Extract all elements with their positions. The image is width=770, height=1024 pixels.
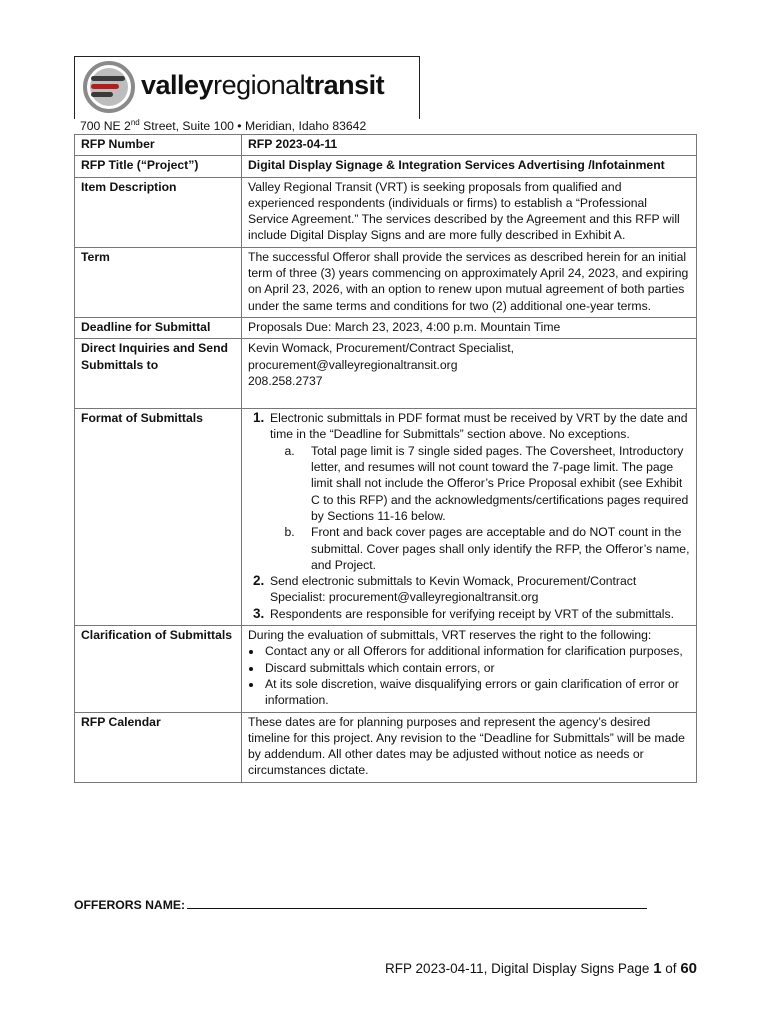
clarification-label: Clarification of Submittals bbox=[75, 626, 242, 712]
rfp-title-label: RFP Title (“Project”) bbox=[75, 156, 242, 177]
clarification-intro: During the evaluation of submittals, VRT reserves the right to the following: bbox=[248, 628, 652, 643]
table-row bbox=[75, 135, 697, 156]
table-row bbox=[75, 626, 697, 712]
contact-phone: 208.258.2737 bbox=[248, 373, 323, 388]
list-item: • Discard submittals which contain errors, or bbox=[263, 660, 691, 676]
table-row bbox=[75, 339, 697, 409]
rfp-number-value: RFP 2023-04-11 bbox=[242, 135, 697, 156]
term-label: Term bbox=[75, 247, 242, 317]
list-item: 1. Electronic submittals in PDF format must be received by VRT by the date and time in the “Deadline for Submittals” section above. No exceptions. a. Total page limit is 7 single sided pages. The Coversheet, Introductory letter, and resumes will not count toward the 7-page limit. The page limit shall not include the Offeror’s Price Proposal exhibit (see Exhibit C to this RFP) and the acknowledgments/certifications pages required by Sections 11-16 below. b. Front and back cover pages are acceptable and do NOT count in the submittal. Cover pages shall only identify the RFP, the Offeror’s name, and Project. bbox=[268, 410, 691, 573]
logo-box bbox=[74, 56, 420, 119]
list-item: 3. Respondents are responsible for verifying receipt by VRT of the submittals. bbox=[268, 606, 691, 622]
page-footer: RFP 2023-04-11, Digital Display Signs Page 1 of 60 bbox=[385, 960, 697, 977]
deadline-value: Proposals Due: March 23, 2023, 4:00 p.m. Mountain Time bbox=[242, 317, 697, 338]
page-number: 1 bbox=[653, 960, 662, 977]
table-row bbox=[75, 409, 697, 626]
format-value bbox=[242, 409, 697, 626]
signature-line[interactable] bbox=[187, 898, 647, 909]
clarification-list bbox=[248, 643, 691, 708]
item-description-label: Item Description bbox=[75, 177, 242, 247]
logo-wordmark: valleyregionaltransit bbox=[141, 70, 385, 100]
vrt-logo-icon bbox=[83, 61, 135, 113]
offerors-name-label: OFFERORS NAME: bbox=[74, 898, 186, 912]
footer-text: RFP 2023-04-11, Digital Display Signs Page bbox=[385, 961, 654, 976]
table-row bbox=[75, 317, 697, 338]
format-list bbox=[248, 410, 691, 622]
table-row bbox=[75, 247, 697, 317]
table-row bbox=[75, 177, 697, 247]
inquiries-label: Direct Inquiries and Send Submittals to bbox=[75, 339, 242, 409]
table-row bbox=[75, 712, 697, 782]
contact-email-link[interactable]: procurement@valleyregionaltransit.org bbox=[248, 357, 458, 372]
list-item: b. Front and back cover pages are acceptable and do NOT count in the submittal. Cover pages shall only identify the RFP, the Offeror’s name, and Project. bbox=[298, 524, 691, 573]
item-description-value: Valley Regional Transit (VRT) is seeking proposals from qualified and experienced respondents (individuals or firms) to establish a “Professional Service Agreement.” The services described by the Agreement and this RFP will include Digital Display Signs and are more fully described in Exhibit A. bbox=[242, 177, 697, 247]
inquiries-value bbox=[242, 339, 697, 409]
clarification-value bbox=[242, 626, 697, 712]
term-value: The successful Offeror shall provide the services as described herein for an initial term of three (3) years commencing on approximately April 24, 2023, and expiring on April 23, 2026, with an option to renew upon mutual agreement of both parties under the same terms and conditions for two (2) additional one-year terms. bbox=[242, 247, 697, 317]
rfp-summary-table bbox=[74, 134, 697, 783]
format-sublist bbox=[270, 443, 691, 573]
address-line: 700 NE 2nd Street, Suite 100 • Meridian, Idaho 83642 bbox=[80, 118, 367, 134]
offerors-name-field bbox=[74, 898, 647, 912]
format-label: Format of Submittals bbox=[75, 409, 242, 626]
list-item: • At its sole discretion, waive disqualifying errors or gain clarification of error or information. bbox=[263, 676, 691, 709]
deadline-label: Deadline for Submittal bbox=[75, 317, 242, 338]
table-row bbox=[75, 156, 697, 177]
calendar-value: These dates are for planning purposes and represent the agency’s desired timeline for this project. Any revision to the “Deadline for Submittals” will be made by addendum. All other dates may be adjusted without notice as needs or circumstances dictate. bbox=[242, 712, 697, 782]
page-total: 60 bbox=[680, 960, 697, 977]
calendar-label: RFP Calendar bbox=[75, 712, 242, 782]
list-item: 2. Send electronic submittals to Kevin Womack, Procurement/Contract Specialist: procurement@valleyregionaltransit.org bbox=[268, 573, 691, 606]
contact-name: Kevin Womack, Procurement/Contract Specialist, bbox=[248, 341, 514, 356]
list-item: a. Total page limit is 7 single sided pages. The Coversheet, Introductory letter, and resumes will not count toward the 7-page limit. The page limit shall not include the Offeror’s Price Proposal exhibit (see Exhibit C to this RFP) and the acknowledgments/certifications pages required by Sections 11-16 below. bbox=[298, 443, 691, 524]
rfp-number-label: RFP Number bbox=[75, 135, 242, 156]
rfp-title-value: Digital Display Signage & Integration Services Advertising /Infotainment bbox=[242, 156, 697, 177]
list-item: • Contact any or all Offerors for additional information for clarification purposes, bbox=[263, 643, 691, 659]
